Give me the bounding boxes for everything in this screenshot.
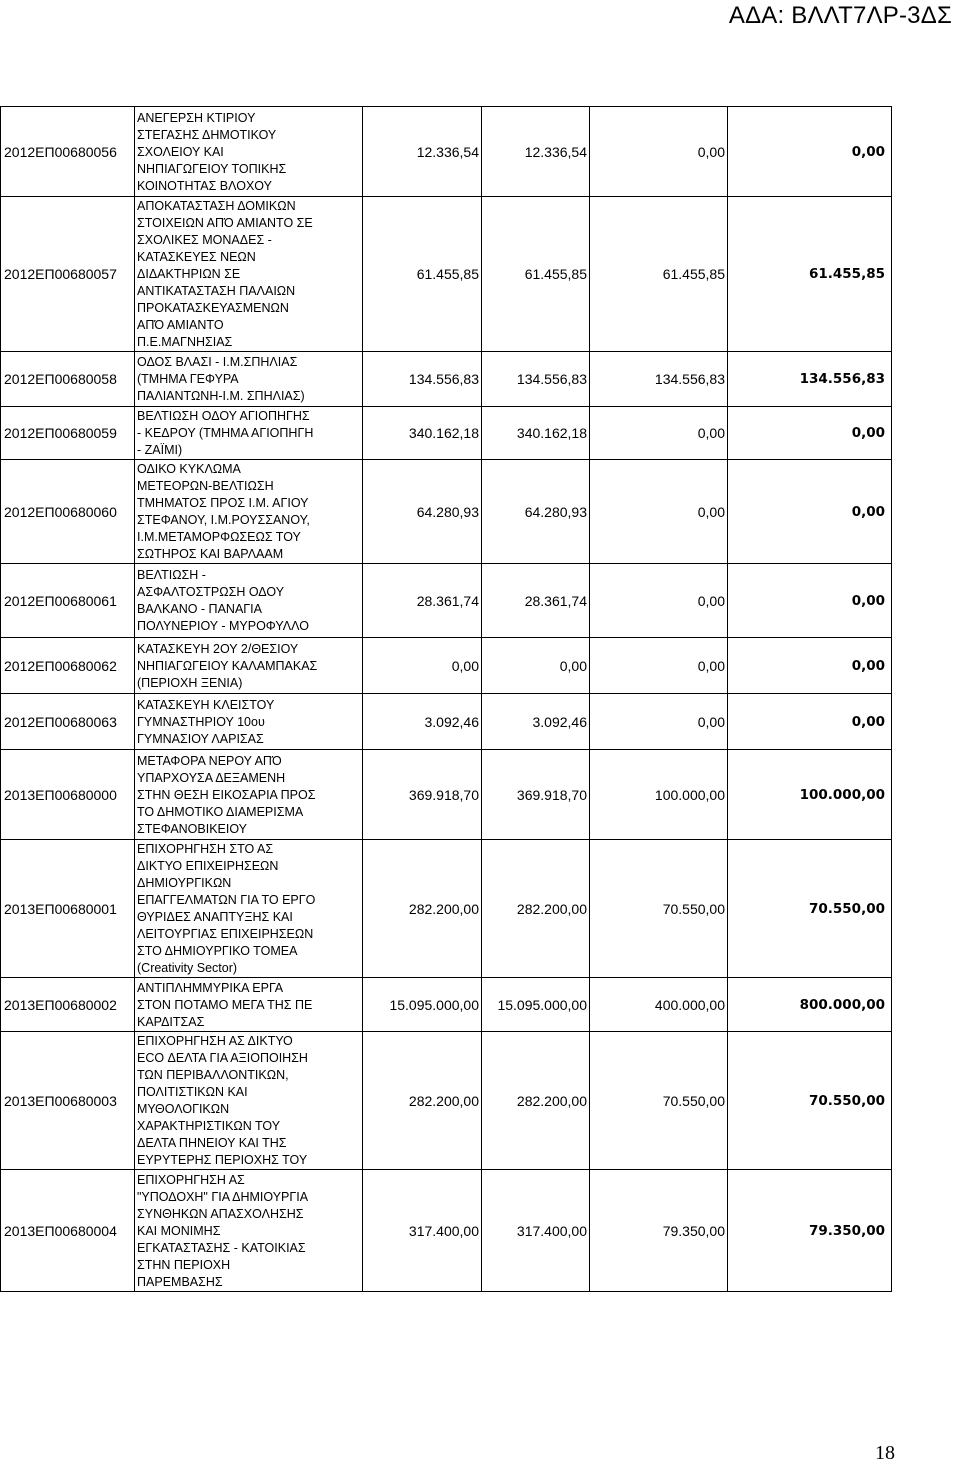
- amount-2: 134.556,83: [482, 352, 590, 407]
- project-description: ΜΕΤΑΦΟΡΑ ΝΕΡΟΥ ΑΠΌ ΥΠΑΡΧΟΥΣΑ ΔΕΞΑΜΕΝΗ ΣΤΗΝ ΘΕΣΗ ΕΙΚΟΣΑΡΙΑ ΠΡΟΣ ΤΟ ΔΗΜΟΤΙΚΟ ΔΙΑΜΕΡΙΣΜΑ ΣΤΕΦΑΝΟΒΙΚΕΙΟΥ: [135, 750, 363, 840]
- project-description: ΕΠΙΧΟΡΗΓΗΣΗ ΑΣ ΔΙΚΤΥΟ ECO ΔΕΛΤΑ ΓΙΑ ΑΞΙΟΠΟΙΗΣΗ ΤΩΝ ΠΕΡΙΒΑΛΛΟΝΤΙΚΩΝ, ΠΟΛΙΤΙΣΤΙΚΩΝ ΚΑΙ ΜΥΘΟΛΟΓΙΚΩΝ ΧΑΡΑΚΤΗΡΙΣΤΙΚΩΝ ΤΟΥ ΔΕΛΤΑ ΠΗΝΕΙΟΥ ΚΑΙ ΤΗΣ ΕΥΡΥΤΕΡΗΣ ΠΕΡΙΟΧΗΣ ΤΟΥ: [135, 1032, 363, 1170]
- project-code: 2012ΕΠ00680062: [1, 638, 135, 694]
- project-code: 2012ΕΠ00680059: [1, 407, 135, 460]
- project-description: ΒΕΛΤΙΩΣΗ ΟΔΟΥ ΑΓΙΟΠΗΓΗΣ - ΚΕΔΡΟΥ (ΤΜΗΜΑ ΑΓΙΟΠΗΓΗ - ΖΑΪΜΙ): [135, 407, 363, 460]
- amount-4: 61.455,85: [728, 197, 892, 352]
- table-row: [1, 407, 892, 460]
- amount-4: 0,00: [728, 694, 892, 750]
- amount-4: 79.350,00: [728, 1170, 892, 1292]
- amount-2: 3.092,46: [482, 694, 590, 750]
- table-row: [1, 978, 892, 1032]
- amount-1: 340.162,18: [363, 407, 482, 460]
- table-row: [1, 840, 892, 978]
- table-row: [1, 460, 892, 564]
- amount-3: 70.550,00: [590, 1032, 728, 1170]
- table-row: [1, 564, 892, 638]
- amount-1: 15.095.000,00: [363, 978, 482, 1032]
- amount-2: 12.336,54: [482, 107, 590, 197]
- project-code: 2012ΕΠ00680060: [1, 460, 135, 564]
- project-description: ΕΠΙΧΟΡΗΓΗΣΗ ΑΣ "ΥΠΟΔΟΧΗ" ΓΙΑ ΔΗΜΙΟΥΡΓΙΑ ΣΥΝΘΗΚΩΝ ΑΠΑΣΧΟΛΗΣΗΣ ΚΑΙ ΜΟΝΙΜΗΣ ΕΓΚΑΤΑΣΤΑΣΗΣ - ΚΑΤΟΙΚΙΑΣ ΣΤΗΝ ΠΕΡΙΟΧΗ ΠΑΡΕΜΒΑΣΗΣ: [135, 1170, 363, 1292]
- amount-4: 0,00: [728, 107, 892, 197]
- table-row: [1, 197, 892, 352]
- amount-3: 0,00: [590, 638, 728, 694]
- amount-2: 64.280,93: [482, 460, 590, 564]
- amount-3: 0,00: [590, 407, 728, 460]
- amount-2: 282.200,00: [482, 1032, 590, 1170]
- project-description: ΕΠΙΧΟΡΗΓΗΣΗ ΣΤΟ ΑΣ ΔΙΚΤΥΟ ΕΠΙΧΕΙΡΗΣΕΩΝ ΔΗΜΙΟΥΡΓΙΚΩΝ ΕΠΑΓΓΕΛΜΑΤΩΝ ΓΙΑ ΤΟ ΕΡΓΟ ΘΥΡΙΔΕΣ ΑΝΑΠΤΥΞΗΣ ΚΑΙ ΛΕΙΤΟΥΡΓΙΑΣ ΕΠΙΧΕΙΡΗΣΕΩΝ ΣΤΟ ΔΗΜΙΟΥΡΓΙΚΟ ΤΟΜΕΑ (Creativity Sector): [135, 840, 363, 978]
- amount-4: 800.000,00: [728, 978, 892, 1032]
- amount-1: 282.200,00: [363, 840, 482, 978]
- amount-3: 79.350,00: [590, 1170, 728, 1292]
- project-code: 2012ΕΠ00680058: [1, 352, 135, 407]
- project-description: ΒΕΛΤΙΩΣΗ - ΑΣΦΑΛΤΟΣΤΡΩΣΗ ΟΔΟΥ ΒΑΛΚΑΝΟ - ΠΑΝΑΓΙΑ ΠΟΛΥΝΕΡΙΟΥ - ΜΥΡΟΦΥΛΛΟ: [135, 564, 363, 638]
- table-row: [1, 694, 892, 750]
- amount-3: 70.550,00: [590, 840, 728, 978]
- amount-2: 340.162,18: [482, 407, 590, 460]
- amount-3: 61.455,85: [590, 197, 728, 352]
- amount-3: 400.000,00: [590, 978, 728, 1032]
- amount-2: 28.361,74: [482, 564, 590, 638]
- amount-3: 134.556,83: [590, 352, 728, 407]
- amount-2: 282.200,00: [482, 840, 590, 978]
- amount-1: 12.336,54: [363, 107, 482, 197]
- project-code: 2013ΕΠ00680003: [1, 1032, 135, 1170]
- amount-2: 0,00: [482, 638, 590, 694]
- amount-4: 0,00: [728, 638, 892, 694]
- amount-1: 0,00: [363, 638, 482, 694]
- amount-1: 317.400,00: [363, 1170, 482, 1292]
- project-description: ΑΝΤΙΠΛΗΜΜΥΡΙΚΑ ΕΡΓΑ ΣΤΟΝ ΠΟΤΑΜΟ ΜΕΓΑ ΤΗΣ ΠΕ ΚΑΡΔΙΤΣΑΣ: [135, 978, 363, 1032]
- amount-4: 0,00: [728, 564, 892, 638]
- project-description: ΑΝΕΓΕΡΣΗ ΚΤΙΡΙΟΥ ΣΤΕΓΑΣΗΣ ΔΗΜΟΤΙΚΟΥ ΣΧΟΛΕΙΟΥ ΚΑΙ ΝΗΠΙΑΓΩΓΕΙΟΥ ΤΟΠΙΚΗΣ ΚΟΙΝΟΤΗΤΑΣ ΒΛΟΧΟΥ: [135, 107, 363, 197]
- table-row: [1, 638, 892, 694]
- project-code: 2012ΕΠ00680057: [1, 197, 135, 352]
- amount-1: 282.200,00: [363, 1032, 482, 1170]
- page-number: 18: [875, 1442, 895, 1464]
- amount-3: 0,00: [590, 107, 728, 197]
- amount-2: 15.095.000,00: [482, 978, 590, 1032]
- table-row: [1, 1170, 892, 1292]
- project-description: ΑΠΟΚΑΤΑΣΤΑΣΗ ΔΟΜΙΚΩΝ ΣΤΟΙΧΕΙΩΝ ΑΠΌ ΑΜΙΑΝΤΟ ΣΕ ΣΧΟΛΙΚΕΣ ΜΟΝΑΔΕΣ - ΚΑΤΑΣΚΕΥΕΣ ΝΕΩΝ ΔΙΔΑΚΤΗΡΙΩΝ ΣΕ ΑΝΤΙΚΑΤΑΣΤΑΣΗ ΠΑΛΑΙΩΝ ΠΡΟΚΑΤΑΣΚΕΥΑΣΜΕΝΩΝ ΑΠΌ ΑΜΙΑΝΤΟ Π.Ε.ΜΑΓΝΗΣΙΑΣ: [135, 197, 363, 352]
- project-code: 2013ΕΠ00680002: [1, 978, 135, 1032]
- amount-4: 0,00: [728, 460, 892, 564]
- table-row: [1, 750, 892, 840]
- amount-3: 100.000,00: [590, 750, 728, 840]
- project-description: ΚΑΤΑΣΚΕΥΗ ΚΛΕΙΣΤΟΥ ΓΥΜΝΑΣΤΗΡΙΟΥ 10ου ΓΥΜΝΑΣΙΟΥ ΛΑΡΙΣΑΣ: [135, 694, 363, 750]
- project-code: 2013ΕΠ00680004: [1, 1170, 135, 1292]
- amount-4: 70.550,00: [728, 1032, 892, 1170]
- project-description: ΟΔΟΣ ΒΛΑΣΙ - Ι.Μ.ΣΠΗΛΙΑΣ (ΤΜΗΜΑ ΓΕΦΥΡΑ ΠΑΛΙΑΝΤΩΝΗ-Ι.Μ. ΣΠΗΛΙΑΣ): [135, 352, 363, 407]
- amount-3: 0,00: [590, 564, 728, 638]
- table-row: [1, 107, 892, 197]
- project-code: 2013ΕΠ00680001: [1, 840, 135, 978]
- amount-1: 3.092,46: [363, 694, 482, 750]
- project-description: ΟΔΙΚΟ ΚΥΚΛΩΜΑ ΜΕΤΕΟΡΩΝ-ΒΕΛΤΙΩΣΗ ΤΜΗΜΑΤΟΣ ΠΡΟΣ Ι.Μ. ΑΓΙΟΥ ΣΤΕΦΑΝΟΥ, Ι.Μ.ΡΟΥΣΣΑΝΟΥ, Ι.Μ.ΜΕΤΑΜΟΡΦΩΣΕΩΣ ΤΟΥ ΣΩΤΗΡΟΣ ΚΑΙ ΒΑΡΛΑΑΜ: [135, 460, 363, 564]
- amount-4: 100.000,00: [728, 750, 892, 840]
- amount-1: 64.280,93: [363, 460, 482, 564]
- amount-4: 70.550,00: [728, 840, 892, 978]
- amount-4: 134.556,83: [728, 352, 892, 407]
- project-code: 2012ΕΠ00680056: [1, 107, 135, 197]
- project-code: 2013ΕΠ00680000: [1, 750, 135, 840]
- amount-1: 28.361,74: [363, 564, 482, 638]
- table-row: [1, 352, 892, 407]
- document-id: ΑΔΑ: ΒΛΛΤ7ΛΡ-3ΔΣ: [728, 2, 952, 29]
- projects-table: [0, 106, 892, 1292]
- amount-4: 0,00: [728, 407, 892, 460]
- project-code: 2012ΕΠ00680063: [1, 694, 135, 750]
- amount-3: 0,00: [590, 460, 728, 564]
- amount-2: 61.455,85: [482, 197, 590, 352]
- project-description: ΚΑΤΑΣΚΕΥΗ 2ΟΥ 2/ΘΕΣΙΟΥ ΝΗΠΙΑΓΩΓΕΙΟΥ ΚΑΛΑΜΠΑΚΑΣ (ΠΕΡΙΟΧΗ ΞΕΝΙΑ): [135, 638, 363, 694]
- amount-1: 61.455,85: [363, 197, 482, 352]
- amount-3: 0,00: [590, 694, 728, 750]
- amount-2: 317.400,00: [482, 1170, 590, 1292]
- project-code: 2012ΕΠ00680061: [1, 564, 135, 638]
- table-row: [1, 1032, 892, 1170]
- amount-2: 369.918,70: [482, 750, 590, 840]
- amount-1: 369.918,70: [363, 750, 482, 840]
- amount-1: 134.556,83: [363, 352, 482, 407]
